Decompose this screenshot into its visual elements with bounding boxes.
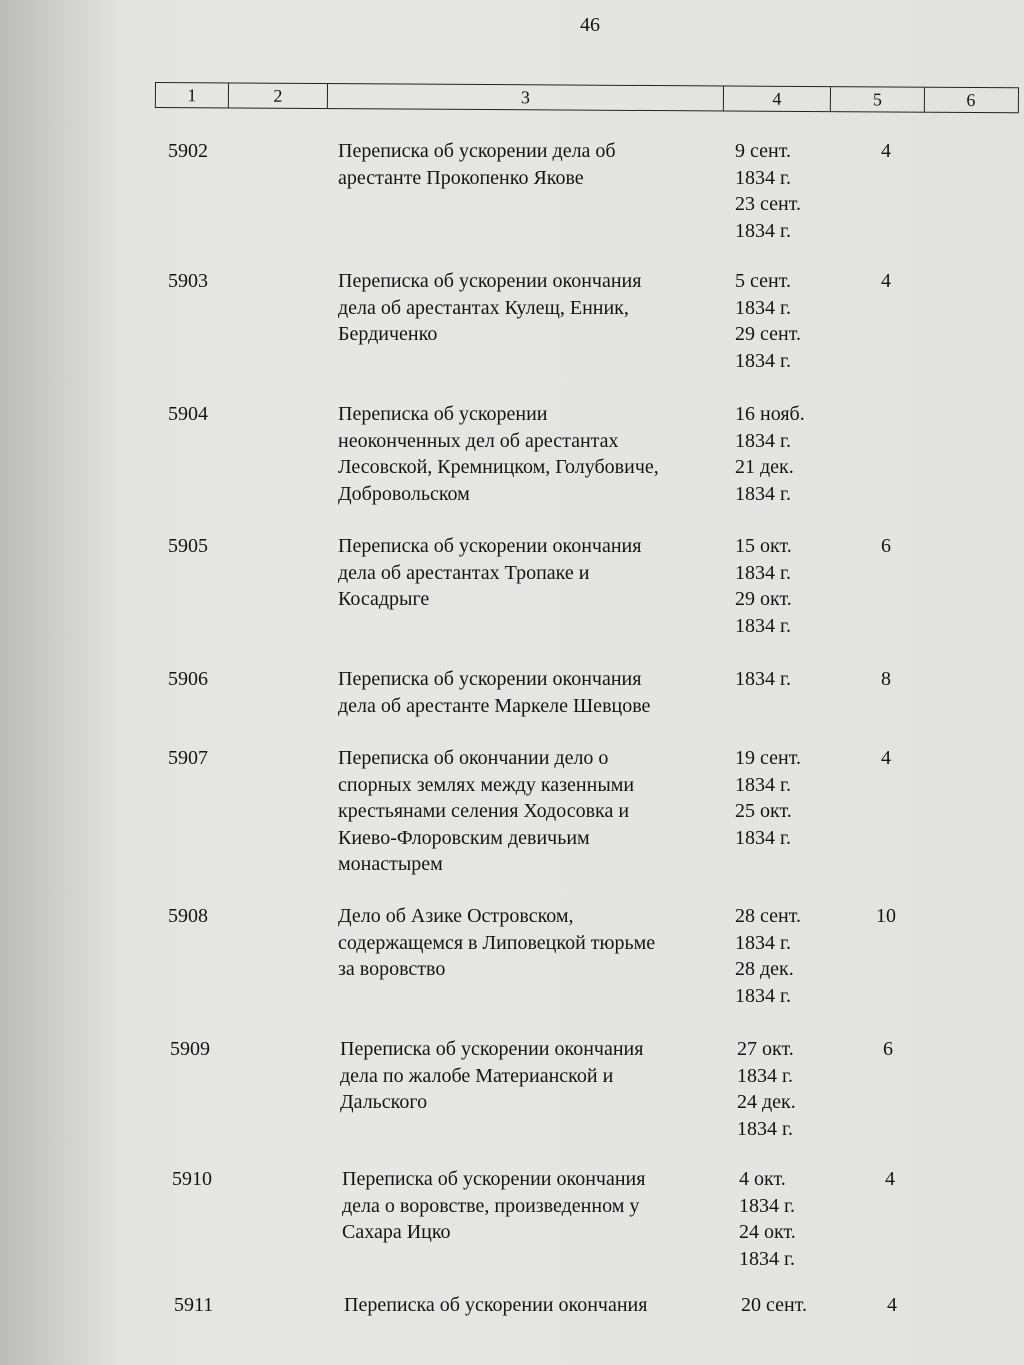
entry-number: 5905 — [168, 535, 208, 557]
entry-sheets: 4 — [885, 1168, 895, 1190]
entry-dates-line: 1834 г. — [735, 349, 791, 372]
entry-description-line: Косадрыге — [338, 588, 430, 610]
entry-number: 5903 — [168, 270, 208, 292]
entry-description — [338, 268, 723, 348]
header-col-5: 5 — [831, 87, 925, 112]
entry-dates-line: 1834 г. — [735, 773, 791, 796]
entry-dates-line: 23 сент. — [735, 193, 801, 215]
entry-description-line: за воровство — [338, 958, 446, 980]
entry-dates-line: 1834 г. — [735, 296, 791, 319]
entry-dates — [735, 666, 845, 693]
entry-description — [338, 903, 723, 983]
book-gutter-shadow — [0, 0, 120, 1365]
entry-dates-line: 1834 г. — [735, 561, 791, 584]
entry-description — [338, 401, 723, 507]
entry-dates-line: 1834 г. — [735, 482, 791, 505]
entry-description-line: Лесовской, Кремницком, Голубовиче, — [338, 456, 659, 478]
entry-number: 5908 — [168, 905, 208, 927]
entry-description-line: Переписка об окончании дело о — [338, 747, 609, 769]
entry-description-line: дела по жалобе Материанской и — [340, 1064, 614, 1087]
entry-dates-line: 19 сент. — [735, 747, 801, 769]
entry-dates-line: 24 дек. — [737, 1091, 796, 1113]
entry-dates-line: 1834 г. — [737, 1064, 793, 1087]
entry-dates-line: 21 дек. — [735, 456, 794, 478]
entry-description-line: дела о воровстве, произведенном у — [342, 1194, 640, 1217]
entry-dates-line: 29 сент. — [735, 323, 801, 345]
entry-sheets: 4 — [887, 1294, 897, 1316]
entry-dates-line: 25 окт. — [735, 800, 792, 822]
entry-dates-line: 1834 г. — [739, 1247, 795, 1270]
entry-description-line: дела об арестанте Маркеле Шевцове — [338, 694, 651, 717]
entry-description-line: содержащемся в Липовецкой тюрьме — [338, 931, 656, 954]
entry-description — [340, 1036, 725, 1116]
entry-description-line: Переписка об ускорении дела об — [338, 140, 616, 162]
entry-number: 5904 — [168, 403, 208, 425]
entry-dates-line: 24 окт. — [739, 1221, 796, 1243]
entry-description — [344, 1292, 729, 1319]
entry-dates-line: 20 сент. — [741, 1294, 807, 1316]
entry-number: 5910 — [172, 1168, 212, 1190]
entry-sheets: 4 — [881, 140, 891, 162]
entry-dates-line: 27 окт. — [737, 1038, 794, 1060]
entry-description-line: Переписка об ускорении окончания — [338, 668, 642, 690]
entry-description — [338, 666, 723, 719]
entry-dates-line: 1834 г. — [735, 668, 791, 690]
entry-dates-line: 1834 г. — [735, 219, 791, 242]
header-col-1: 1 — [156, 83, 229, 107]
entry-sheets: 4 — [881, 270, 891, 292]
entry-dates — [737, 1036, 847, 1142]
entry-description-line: Переписка об ускорении окончания — [338, 535, 642, 557]
entry-description — [338, 745, 723, 878]
entry-dates — [735, 903, 845, 1009]
entry-sheets: 8 — [881, 668, 891, 690]
entry-dates — [735, 401, 845, 507]
entry-dates — [735, 268, 845, 374]
entry-sheets: 10 — [876, 905, 896, 927]
entry-description-line: Переписка об ускорении окончания — [342, 1168, 646, 1190]
entry-description — [338, 533, 723, 613]
entry-dates-line: 1834 г. — [735, 931, 791, 954]
entry-description-line: неоконченных дел об арестантах — [338, 429, 619, 452]
entry-description-line: дела об арестантах Тропаке и — [338, 561, 590, 584]
entry-description-line: Сахара Ицко — [342, 1221, 451, 1243]
entry-description-line: Переписка об ускорении — [338, 403, 548, 425]
table-header — [155, 82, 1019, 113]
entry-description-line: арестанте Прокопенко Якове — [338, 166, 584, 189]
entry-dates — [735, 533, 845, 639]
entry-dates-line: 9 сент. — [735, 140, 791, 162]
entry-description-line: Киево-Флоровским девичьим — [338, 826, 590, 849]
entry-number: 5907 — [168, 747, 208, 769]
entry-description-line: Дальского — [340, 1091, 428, 1113]
entry-description-line: Дело об Азике Островском, — [338, 905, 574, 927]
entry-dates — [741, 1292, 851, 1319]
entry-sheets: 4 — [881, 747, 891, 769]
entry-description-line: Бердиченко — [338, 323, 438, 345]
entry-dates-line: 1834 г. — [739, 1194, 795, 1217]
entry-description — [342, 1166, 727, 1246]
entry-description-line: Переписка об ускорении окончания — [340, 1038, 644, 1060]
entry-dates-line: 28 дек. — [735, 958, 794, 980]
entry-description — [338, 138, 723, 191]
entry-dates-line: 4 окт. — [739, 1168, 786, 1190]
entry-dates-line: 1834 г. — [735, 826, 791, 849]
entry-dates-line: 1834 г. — [737, 1117, 793, 1140]
entry-dates-line: 1834 г. — [735, 984, 791, 1007]
entry-number: 5906 — [168, 668, 208, 690]
header-col-2: 2 — [229, 83, 328, 108]
entry-dates-line: 1834 г. — [735, 166, 791, 189]
entry-description-line: Переписка об ускорении окончания — [344, 1294, 648, 1316]
entry-number: 5909 — [170, 1038, 210, 1060]
entry-dates-line: 1834 г. — [735, 614, 791, 637]
entry-sheets: 6 — [881, 535, 891, 557]
entry-description-line: Переписка об ускорении окончания — [338, 270, 642, 292]
page-number: 46 — [580, 14, 600, 36]
entry-number: 5902 — [168, 140, 208, 162]
entry-sheets: 6 — [883, 1038, 893, 1060]
entry-description-line: спорных землях между казенными — [338, 773, 635, 796]
header-col-6: 6 — [966, 89, 976, 111]
entry-dates — [739, 1166, 849, 1272]
entry-description-line: монастырем — [338, 853, 443, 875]
entry-description-line: крестьянами селения Ходосовка и — [338, 800, 630, 822]
entry-number: 5911 — [174, 1294, 214, 1316]
header-col-3: 3 — [328, 84, 724, 110]
entry-dates-line: 5 сент. — [735, 270, 791, 292]
header-col-4: 4 — [724, 86, 831, 111]
entry-dates-line: 1834 г. — [735, 429, 791, 452]
entry-dates-line: 29 окт. — [735, 588, 792, 610]
entry-description-line: дела об арестантах Кулещ, Енник, — [338, 296, 629, 319]
entry-description-line: Добровольском — [338, 482, 470, 505]
entry-dates-line: 28 сент. — [735, 905, 801, 927]
entry-dates — [735, 745, 845, 851]
entry-dates-line: 16 нояб. — [735, 403, 805, 425]
entry-dates — [735, 138, 845, 244]
entry-dates-line: 15 окт. — [735, 535, 792, 557]
